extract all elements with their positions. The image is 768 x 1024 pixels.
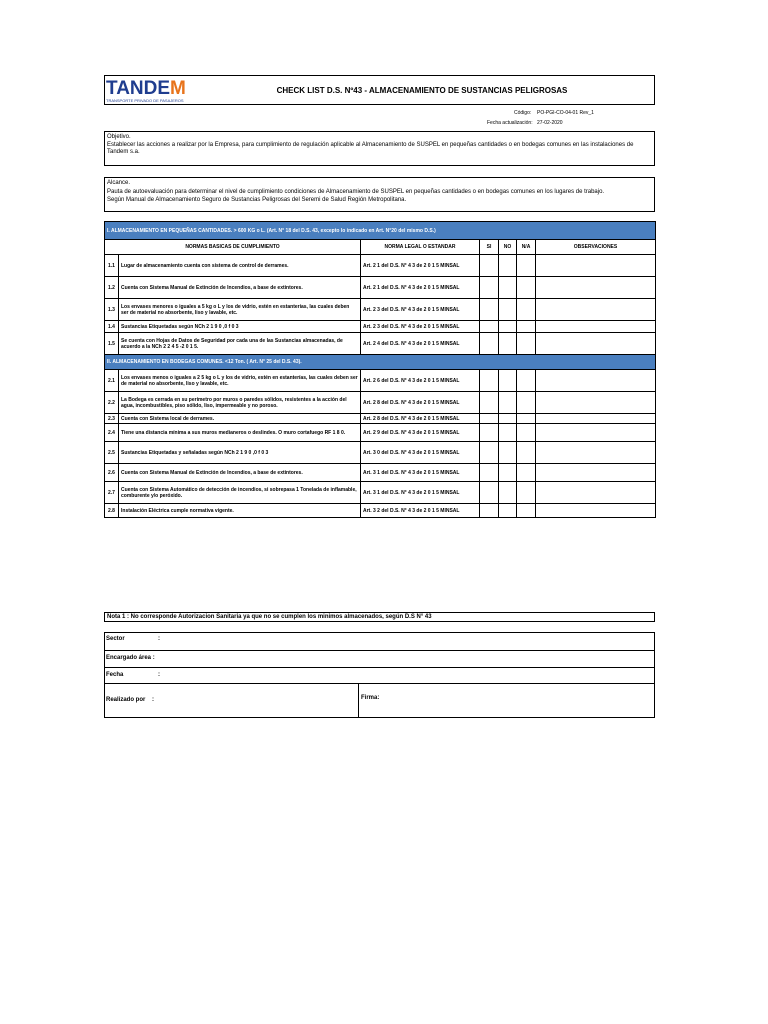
alcance-label: Alcance. [107,180,131,186]
table-row [105,277,656,299]
section-1-header: I. ALMACENAMIENTO EN PEQUEÑAS CANTIDADES. > 600 KG o L. (Art. N° 18 del D.S. 43, excepto lo indicado en Art. N°20 del mismo D.S.) [105,222,656,240]
check-na[interactable] [517,299,536,321]
observations-cell[interactable] [536,442,656,464]
item-legal-norm: Art. 3 2 del D.S. N° 4 3 de 2 0 1 5 MINSAL [361,504,480,518]
check-no[interactable] [499,370,517,392]
alcance-box [104,177,655,212]
observations-cell[interactable] [536,299,656,321]
check-no[interactable] [499,424,517,442]
firma-field[interactable] [385,685,653,717]
alcance-line1: Pauta de autoevaluación para determinar el nivel de cumplimiento condiciones de Almacenamiento de SUSPEL en pequeñas cantidades o en bodegas comunes en los lugares de trabajo. [107,189,605,195]
fecha-colon: : [158,672,160,678]
table-row [105,299,656,321]
item-number: 2.7 [105,482,119,504]
col-no: NO [499,240,517,255]
date-label: Fecha actualización: [487,120,533,126]
encargado-label: Encargado área : [106,655,155,661]
objetivo-label: Objetivo. [107,134,131,140]
check-si[interactable] [480,333,499,355]
check-si[interactable] [480,277,499,299]
realizado-field[interactable] [160,685,355,717]
observations-cell[interactable] [536,321,656,333]
item-legal-norm: Art. 2 4 del D.S. N° 4 3 de 2 0 1 5 MINSAL [361,333,480,355]
encargado-field[interactable] [165,651,353,666]
check-na[interactable] [517,255,536,277]
col-obs: OBSERVACIONES [536,240,656,255]
item-requirement: Tiene una distancia mínima a sus muros medianeros o deslindes. O muro cortafuego RF 1 8 0. [119,424,361,442]
check-si[interactable] [480,321,499,333]
observations-cell[interactable] [536,277,656,299]
item-number: 1.3 [105,299,119,321]
item-requirement: Cuenta con Sistema local de derrames. [119,414,361,424]
check-no[interactable] [499,482,517,504]
item-requirement: La Bodega es cerrada en su perímetro por muros o paredes sólidos, resistentes a la acción del agua, incombustibles, piso sólido, liso, impermeable y no poroso. [119,392,361,414]
logo-text: TANDEM [106,78,186,99]
item-legal-norm: Art. 3 1 del D.S. N° 4 3 de 2 0 1 5 MINSAL [361,464,480,482]
table-row [105,464,656,482]
table-row [105,321,656,333]
item-legal-norm: Art. 2 8 del D.S. N° 4 3 de 2 0 1 5 MINSAL [361,392,480,414]
item-number: 1.4 [105,321,119,333]
footer-divider-3 [104,683,655,684]
check-si[interactable] [480,370,499,392]
item-number: 2.6 [105,464,119,482]
item-number: 2.2 [105,392,119,414]
observations-cell[interactable] [536,333,656,355]
check-si[interactable] [480,464,499,482]
page-title: CHECK LIST D.S. Nº43 - ALMACENAMIENTO DE SUSTANCIAS PELIGROSAS [276,85,568,95]
observations-cell[interactable] [536,370,656,392]
check-si[interactable] [480,414,499,424]
item-legal-norm: Art. 2 9 del D.S. N° 4 3 de 2 0 1 5 MINSAL [361,424,480,442]
item-number: 1.5 [105,333,119,355]
check-na[interactable] [517,333,536,355]
check-si[interactable] [480,442,499,464]
check-na[interactable] [517,392,536,414]
check-no[interactable] [499,321,517,333]
check-na[interactable] [517,370,536,392]
item-number: 1.1 [105,255,119,277]
item-number: 1.2 [105,277,119,299]
item-legal-norm: Art. 2 1 del D.S. N° 4 3 de 2 0 1 5 MINSAL [361,277,480,299]
check-na[interactable] [517,414,536,424]
check-no[interactable] [499,504,517,518]
check-na[interactable] [517,321,536,333]
col-legal: NORMA LEGAL O ESTANDAR [361,240,480,255]
logo-subtitle: TRANSPORTE PRIVADO DE PASAJEROS [106,98,184,103]
checklist-table [104,221,656,518]
item-requirement: Los envases menores o iguales a 5 kg o L y los de vidrio, estén en estanterías, las cuales deben ser de material no absorbente, liso y lavable, etc. [119,299,361,321]
check-no[interactable] [499,442,517,464]
code-value: PO-PGI-CO-04-01 Rev_1 [537,110,594,116]
item-number: 2.4 [105,424,119,442]
footer-divider-vert [358,683,359,718]
company-logo [106,79,188,105]
item-number: 2.1 [105,370,119,392]
item-legal-norm: Art. 2 6 del D.S. N° 4 3 de 2 0 1 5 MINSAL [361,370,480,392]
item-number: 2.3 [105,414,119,424]
item-legal-norm: Art. 3 1 del D.S. N° 4 3 de 2 0 1 5 MINSAL [361,482,480,504]
item-number: 2.5 [105,442,119,464]
item-requirement: Cuenta con Sistema Manual de Extinción de Incendios, a base de extintores. [119,464,361,482]
section-2-header: II. ALMACENAMIENTO EN BODEGAS COMUNES. <12 Ton. ( Art. N° 25 del D.S. 43). [105,355,656,370]
check-si[interactable] [480,255,499,277]
check-si[interactable] [480,392,499,414]
check-na[interactable] [517,464,536,482]
objetivo-box [104,131,655,166]
objetivo-text: Establecer las acciones a realizar por la Empresa, para cumplimiento de regulación aplicable al Almacenamiento de SUSPEL en pequeñas cantidades o en bodegas comunes en las instalaciones de Tandem s.a. [107,142,634,155]
observations-cell[interactable] [536,504,656,518]
check-no[interactable] [499,414,517,424]
item-number: 2.8 [105,504,119,518]
item-requirement: Se cuenta con Hojas de Datos de Seguridad por cada una de las Sustancias almacenadas, de acuerdo a la NCh 2 2 4 5 -2 0 1 5. [119,333,361,355]
note-text: Nota 1 : No corresponde Autorizacion Sanitaria ya que no se cumplen los minimos almacenados, según D.S N° 43 [107,614,432,620]
table-row [105,424,656,442]
check-na[interactable] [517,504,536,518]
check-si[interactable] [480,504,499,518]
check-si[interactable] [480,482,499,504]
check-no[interactable] [499,277,517,299]
table-row [105,333,656,355]
fecha-label: Fecha [106,672,124,678]
fecha-field[interactable] [165,668,353,682]
check-no[interactable] [499,392,517,414]
col-na: N/A [517,240,536,255]
realizado-label: Realizado por [106,697,146,703]
sector-colon: : [158,636,160,642]
item-requirement: Sustancias Etiquetadas según NCh 2 1 9 0 ,0 f 0 3 [119,321,361,333]
item-requirement: Los envases menos o iguales a 2 5 kg o L y los de vidrio, estén en estanterías, las cuales deben ser de material no absorbente, liso y lavable, etc. [119,370,361,392]
observations-cell[interactable] [536,255,656,277]
observations-cell[interactable] [536,414,656,424]
check-si[interactable] [480,299,499,321]
check-na[interactable] [517,424,536,442]
item-legal-norm: Art. 2 8 del D.S. N° 4 3 de 2 0 1 5 MINSAL [361,414,480,424]
observations-cell[interactable] [536,424,656,442]
check-na[interactable] [517,482,536,504]
code-label: Código: [514,110,532,116]
col-si: SI [480,240,499,255]
item-requirement: Lugar de almacenamiento cuenta con sistema de control de derrames. [119,255,361,277]
item-requirement: Cuenta con Sistema Automático de detección de incendios, si sobrepasa 1 Tonelada de inflamable, comburente y/o peróxido. [119,482,361,504]
table-row [105,504,656,518]
note-box [104,612,655,622]
item-requirement: Cuenta con Sistema Manual de Extinción de Incendios, a base de extintores. [119,277,361,299]
table-row [105,482,656,504]
check-no[interactable] [499,464,517,482]
item-legal-norm: Art. 2 3 del D.S. N° 4 3 de 2 0 1 5 MINSAL [361,321,480,333]
observations-cell[interactable] [536,392,656,414]
table-row [105,392,656,414]
item-legal-norm: Art. 2 3 del D.S. N° 4 3 de 2 0 1 5 MINSAL [361,299,480,321]
alcance-line2: Según Manual de Almacenamiento Seguro de Sustancias Peligrosas del Seremi de Salud Región Metropolitana. [107,197,407,203]
table-row [105,255,656,277]
item-requirement: Sustancias Etiquetadas y señaladas según NCh 2 1 9 0 ,0 f 0 3 [119,442,361,464]
sector-label: Sector [106,636,125,642]
item-legal-norm: Art. 2 1 del D.S. N° 4 3 de 2 0 1 5 MINSAL [361,255,480,277]
observations-cell[interactable] [536,464,656,482]
firma-label: Firma: [361,695,380,701]
col-norms: NORMAS BASICAS DE CUMPLIMIENTO [105,240,361,255]
table-row [105,370,656,392]
check-na[interactable] [517,277,536,299]
realizado-colon: : [152,697,154,703]
check-na[interactable] [517,442,536,464]
check-no[interactable] [499,333,517,355]
observations-cell[interactable] [536,482,656,504]
item-requirement: Instalación Eléctrica cumple normativa vigente. [119,504,361,518]
table-row [105,442,656,464]
check-si[interactable] [480,424,499,442]
check-no[interactable] [499,299,517,321]
check-no[interactable] [499,255,517,277]
date-value: 27-02-2020 [537,120,563,126]
table-row [105,414,656,424]
sector-field[interactable] [165,633,353,649]
item-legal-norm: Art. 3 0 del D.S. N° 4 3 de 2 0 1 5 MINSAL [361,442,480,464]
